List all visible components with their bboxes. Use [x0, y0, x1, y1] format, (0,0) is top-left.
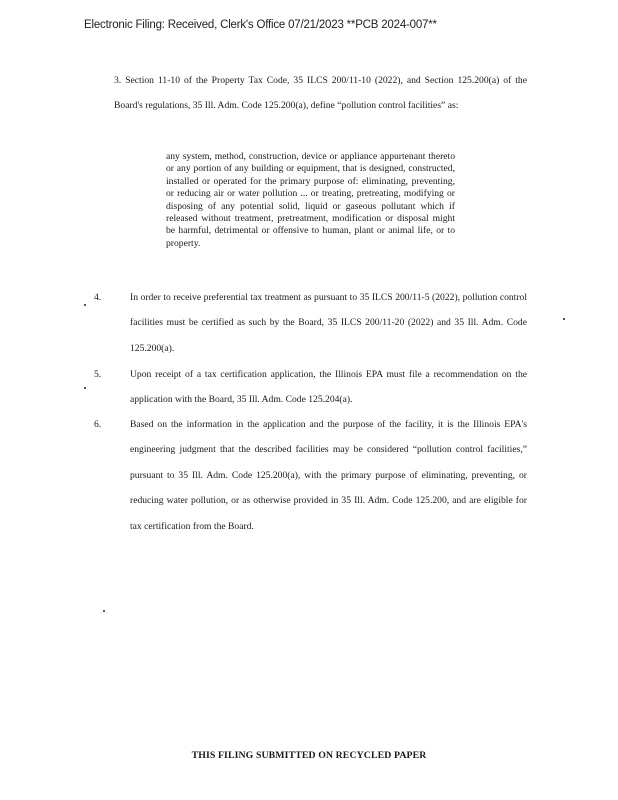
recycled-paper-footer: THIS FILING SUBMITTED ON RECYCLED PAPER [191, 750, 427, 761]
paragraph-3: 3. Section 11-10 of the Property Tax Code, 35 ILCS 200/11-10 (2022), and Section 125.200(a) of the Board's regulations, 35 Ill. Adm. Code 125.200(a), define “pollution control facilities” as: [114, 75, 527, 112]
paragraph-4-number: 4. [94, 292, 102, 303]
scan-speck [84, 304, 86, 306]
paragraph-5-text: Upon receipt of a tax certification application, the Illinois EPA must file a recommendation on the application with the Board, 35 Ill. Adm. Code 125.204(a). [130, 369, 527, 406]
scan-speck [563, 318, 565, 320]
paragraph-6-number: 6. [94, 419, 102, 430]
filing-header: Electronic Filing: Received, Clerk's Office 07/21/2023 **PCB 2024-007** [84, 19, 437, 31]
paragraph-6-text: Based on the information in the application and the purpose of the facility, it is the Illinois EPA's engineering judgment that the described facilities may be considered “pollution control facilities,” pursuant to 35 Ill. Adm. Code 125.200(a), with the primary purpose of eliminating, preventing, or reducing water pollution, or as otherwise provided in 35 Ill. Adm. Code 125.200, and are eligible for tax certification from the Board. [130, 419, 527, 532]
paragraph-6 [94, 412, 527, 539]
scan-speck [84, 387, 86, 389]
paragraph-4 [94, 285, 527, 361]
paragraph-4-text: In order to receive preferential tax treatment as pursuant to 35 ILCS 200/11-5 (2022), pollution control facilities must be certified as such by the Board, 35 ILCS 200/11-20 (2022) and 35 Ill. Adm. Code 125.200(a). [130, 292, 527, 354]
definition-block-quote: any system, method, construction, device or appliance appurtenant thereto or any portion of any building or equipment, that is designed, constructed, installed or operated for the primary purpose of: eliminating, preventing, or reducing air or water pollution ... or treating, pretreating, modifying or disposing of any potential solid, liquid or gaseous pollutant which if released without treatment, pretreatment, modification or disposal might be harmful, detrimental or offensive to human, plant or animal life, or to property. [166, 151, 455, 249]
paragraph-5-number: 5. [94, 369, 102, 380]
paragraph-5 [94, 362, 527, 413]
scan-speck [103, 610, 105, 612]
